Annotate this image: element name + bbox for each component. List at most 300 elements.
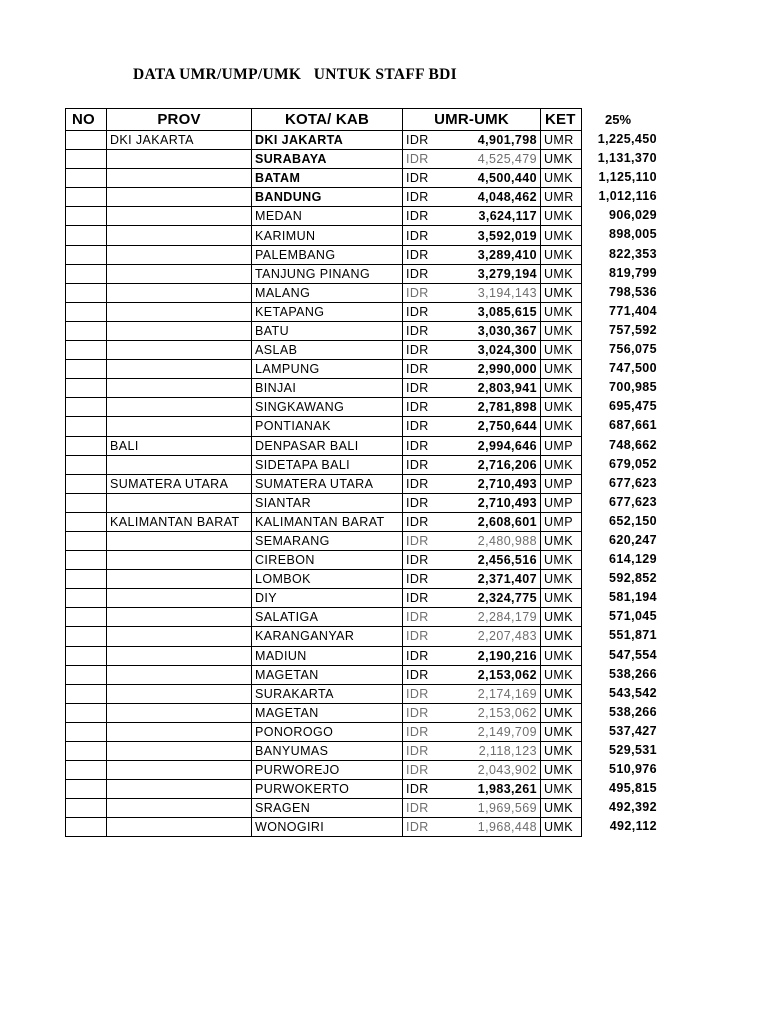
row-no-cell bbox=[66, 570, 107, 589]
amount-cell: 2,990,000 bbox=[437, 360, 541, 379]
row-no-cell bbox=[66, 226, 107, 245]
ket-cell: UMK bbox=[541, 417, 582, 436]
percent-value: 1,131,370 bbox=[597, 151, 657, 166]
table-row bbox=[66, 608, 582, 627]
percent-value: 677,623 bbox=[609, 475, 657, 490]
prov-cell bbox=[107, 665, 252, 684]
prov-cell bbox=[107, 722, 252, 741]
row-no-cell bbox=[66, 665, 107, 684]
prov-cell bbox=[107, 589, 252, 608]
currency-cell: IDR bbox=[403, 398, 437, 417]
wage-table bbox=[65, 108, 582, 837]
percent-value: 581,194 bbox=[609, 590, 657, 605]
percent-value: 695,475 bbox=[609, 399, 657, 414]
row-no-cell bbox=[66, 398, 107, 417]
percent-value: 747,500 bbox=[609, 361, 657, 376]
prov-cell bbox=[107, 551, 252, 570]
table-row bbox=[66, 551, 582, 570]
kota-cell: PURWOREJO bbox=[252, 761, 403, 780]
percent-value: 898,005 bbox=[609, 227, 657, 242]
currency-cell: IDR bbox=[403, 207, 437, 226]
kota-cell: BANDUNG bbox=[252, 188, 403, 207]
currency-cell: IDR bbox=[403, 302, 437, 321]
currency-cell: IDR bbox=[403, 551, 437, 570]
ket-cell: UMK bbox=[541, 780, 582, 799]
kota-cell: MAGETAN bbox=[252, 703, 403, 722]
percent-value: 620,247 bbox=[609, 532, 657, 547]
table-row bbox=[66, 512, 582, 531]
ket-cell: UMK bbox=[541, 799, 582, 818]
ket-cell: UMK bbox=[541, 665, 582, 684]
ket-cell: UMK bbox=[541, 570, 582, 589]
row-no-cell bbox=[66, 551, 107, 570]
table-row bbox=[66, 417, 582, 436]
row-no-cell bbox=[66, 742, 107, 761]
amount-cell: 2,710,493 bbox=[437, 474, 541, 493]
prov-cell bbox=[107, 684, 252, 703]
ket-cell: UMK bbox=[541, 264, 582, 283]
percent-value: 756,075 bbox=[609, 342, 657, 357]
prov-cell bbox=[107, 398, 252, 417]
currency-cell: IDR bbox=[403, 780, 437, 799]
prov-cell bbox=[107, 570, 252, 589]
table-row bbox=[66, 150, 582, 169]
table-row bbox=[66, 436, 582, 455]
kota-cell: SURAKARTA bbox=[252, 684, 403, 703]
currency-cell: IDR bbox=[403, 493, 437, 512]
currency-cell: IDR bbox=[403, 742, 437, 761]
amount-cell: 2,994,646 bbox=[437, 436, 541, 455]
kota-cell: MADIUN bbox=[252, 646, 403, 665]
prov-cell bbox=[107, 341, 252, 360]
kota-cell: SIANTAR bbox=[252, 493, 403, 512]
ket-cell: UMK bbox=[541, 703, 582, 722]
kota-cell: ASLAB bbox=[252, 341, 403, 360]
kota-cell: LAMPUNG bbox=[252, 360, 403, 379]
table-row bbox=[66, 589, 582, 608]
percent-values bbox=[577, 130, 657, 836]
row-no-cell bbox=[66, 684, 107, 703]
row-no-cell bbox=[66, 131, 107, 150]
prov-cell: DKI JAKARTA bbox=[107, 131, 252, 150]
currency-cell: IDR bbox=[403, 226, 437, 245]
row-no-cell bbox=[66, 455, 107, 474]
row-no-cell bbox=[66, 341, 107, 360]
table-row bbox=[66, 493, 582, 512]
prov-cell bbox=[107, 321, 252, 340]
row-no-cell bbox=[66, 761, 107, 780]
row-no-cell bbox=[66, 646, 107, 665]
ket-cell: UMK bbox=[541, 226, 582, 245]
amount-cell: 2,174,169 bbox=[437, 684, 541, 703]
prov-cell bbox=[107, 780, 252, 799]
currency-cell: IDR bbox=[403, 188, 437, 207]
percent-value: 1,225,450 bbox=[597, 132, 657, 146]
header-prov: PROV bbox=[107, 109, 252, 131]
table-row bbox=[66, 665, 582, 684]
ket-cell: UMK bbox=[541, 283, 582, 302]
currency-cell: IDR bbox=[403, 321, 437, 340]
kota-cell: SRAGEN bbox=[252, 799, 403, 818]
prov-cell bbox=[107, 818, 252, 837]
ket-cell: UMK bbox=[541, 321, 582, 340]
prov-cell bbox=[107, 627, 252, 646]
table-row bbox=[66, 245, 582, 264]
ket-cell: UMK bbox=[541, 589, 582, 608]
amount-cell: 2,716,206 bbox=[437, 455, 541, 474]
amount-cell: 4,525,479 bbox=[437, 150, 541, 169]
prov-cell bbox=[107, 360, 252, 379]
table-row bbox=[66, 207, 582, 226]
ket-cell: UMK bbox=[541, 341, 582, 360]
amount-cell: 1,969,569 bbox=[437, 799, 541, 818]
ket-cell: UMK bbox=[541, 608, 582, 627]
table-row bbox=[66, 818, 582, 837]
header-kota: KOTA/ KAB bbox=[252, 109, 403, 131]
kota-cell: SURABAYA bbox=[252, 150, 403, 169]
ket-cell: UMP bbox=[541, 512, 582, 531]
page-title: DATA UMR/UMP/UMK UNTUK STAFF BDI bbox=[133, 66, 457, 83]
percent-value: 492,392 bbox=[609, 800, 657, 815]
prov-cell bbox=[107, 417, 252, 436]
kota-cell: PURWOKERTO bbox=[252, 780, 403, 799]
amount-cell: 3,279,194 bbox=[437, 264, 541, 283]
row-no-cell bbox=[66, 207, 107, 226]
prov-cell bbox=[107, 608, 252, 627]
currency-cell: IDR bbox=[403, 417, 437, 436]
kota-cell: SUMATERA UTARA bbox=[252, 474, 403, 493]
percent-value: 822,353 bbox=[609, 246, 657, 261]
ket-cell: UMK bbox=[541, 207, 582, 226]
table-row bbox=[66, 531, 582, 550]
kota-cell: SINGKAWANG bbox=[252, 398, 403, 417]
table-row bbox=[66, 226, 582, 245]
currency-cell: IDR bbox=[403, 627, 437, 646]
row-no-cell bbox=[66, 264, 107, 283]
row-no-cell bbox=[66, 799, 107, 818]
percent-value: 495,815 bbox=[609, 781, 657, 796]
table-row bbox=[66, 780, 582, 799]
ket-cell: UMK bbox=[541, 722, 582, 741]
percent-value: 571,045 bbox=[609, 609, 657, 624]
currency-cell: IDR bbox=[403, 283, 437, 302]
amount-cell: 3,030,367 bbox=[437, 321, 541, 340]
amount-cell: 2,149,709 bbox=[437, 722, 541, 741]
prov-cell bbox=[107, 799, 252, 818]
table-row bbox=[66, 684, 582, 703]
amount-cell: 4,048,462 bbox=[437, 188, 541, 207]
amount-cell: 1,983,261 bbox=[437, 780, 541, 799]
kota-cell: PALEMBANG bbox=[252, 245, 403, 264]
row-no-cell bbox=[66, 474, 107, 493]
currency-cell: IDR bbox=[403, 665, 437, 684]
ket-cell: UMK bbox=[541, 551, 582, 570]
percent-value: 592,852 bbox=[609, 571, 657, 586]
ket-cell: UMK bbox=[541, 818, 582, 837]
percent-header: 25% bbox=[605, 112, 632, 127]
ket-cell: UMK bbox=[541, 169, 582, 188]
kota-cell: TANJUNG PINANG bbox=[252, 264, 403, 283]
table-row bbox=[66, 321, 582, 340]
amount-cell: 2,456,516 bbox=[437, 551, 541, 570]
table-row bbox=[66, 722, 582, 741]
row-no-cell bbox=[66, 379, 107, 398]
percent-value: 538,266 bbox=[609, 666, 657, 681]
currency-cell: IDR bbox=[403, 360, 437, 379]
amount-cell: 4,901,798 bbox=[437, 131, 541, 150]
row-no-cell bbox=[66, 436, 107, 455]
percent-value: 614,129 bbox=[609, 552, 657, 567]
percent-value: 700,985 bbox=[609, 380, 657, 395]
kota-cell: CIREBON bbox=[252, 551, 403, 570]
currency-cell: IDR bbox=[403, 379, 437, 398]
ket-cell: UMK bbox=[541, 627, 582, 646]
prov-cell bbox=[107, 245, 252, 264]
ket-cell: UMK bbox=[541, 302, 582, 321]
currency-cell: IDR bbox=[403, 169, 437, 188]
table-row bbox=[66, 570, 582, 589]
row-no-cell bbox=[66, 417, 107, 436]
kota-cell: KARIMUN bbox=[252, 226, 403, 245]
amount-cell: 4,500,440 bbox=[437, 169, 541, 188]
prov-cell bbox=[107, 226, 252, 245]
currency-cell: IDR bbox=[403, 608, 437, 627]
percent-value: 819,799 bbox=[609, 265, 657, 280]
prov-cell: BALI bbox=[107, 436, 252, 455]
prov-cell bbox=[107, 742, 252, 761]
amount-cell: 2,371,407 bbox=[437, 570, 541, 589]
percent-value: 906,029 bbox=[609, 208, 657, 223]
table-row bbox=[66, 379, 582, 398]
currency-cell: IDR bbox=[403, 436, 437, 455]
amount-cell: 2,803,941 bbox=[437, 379, 541, 398]
row-no-cell bbox=[66, 302, 107, 321]
percent-value: 543,542 bbox=[609, 685, 657, 700]
percent-value: 798,536 bbox=[609, 284, 657, 299]
prov-cell bbox=[107, 283, 252, 302]
currency-cell: IDR bbox=[403, 684, 437, 703]
currency-cell: IDR bbox=[403, 512, 437, 531]
ket-cell: UMK bbox=[541, 245, 582, 264]
table-row bbox=[66, 398, 582, 417]
kota-cell: WONOGIRI bbox=[252, 818, 403, 837]
percent-value: 529,531 bbox=[609, 743, 657, 757]
amount-cell: 2,750,644 bbox=[437, 417, 541, 436]
header-no: NO bbox=[66, 109, 107, 131]
row-no-cell bbox=[66, 169, 107, 188]
amount-cell: 2,480,988 bbox=[437, 531, 541, 550]
row-no-cell bbox=[66, 818, 107, 837]
table-row bbox=[66, 188, 582, 207]
prov-cell bbox=[107, 703, 252, 722]
kota-cell: MEDAN bbox=[252, 207, 403, 226]
ket-cell: UMK bbox=[541, 684, 582, 703]
row-no-cell bbox=[66, 360, 107, 379]
table-row bbox=[66, 799, 582, 818]
kota-cell: DENPASAR BALI bbox=[252, 436, 403, 455]
amount-cell: 3,624,117 bbox=[437, 207, 541, 226]
currency-cell: IDR bbox=[403, 722, 437, 741]
amount-cell: 1,968,448 bbox=[437, 818, 541, 837]
percent-value: 748,662 bbox=[609, 437, 657, 452]
table-row bbox=[66, 283, 582, 302]
kota-cell: MAGETAN bbox=[252, 665, 403, 684]
ket-cell: UMK bbox=[541, 455, 582, 474]
amount-cell: 2,284,179 bbox=[437, 608, 541, 627]
kota-cell: PONOROGO bbox=[252, 722, 403, 741]
ket-cell: UMR bbox=[541, 188, 582, 207]
table-row bbox=[66, 455, 582, 474]
kota-cell: KALIMANTAN BARAT bbox=[252, 512, 403, 531]
table-row bbox=[66, 703, 582, 722]
ket-cell: UMK bbox=[541, 398, 582, 417]
table-row bbox=[66, 131, 582, 150]
prov-cell bbox=[107, 302, 252, 321]
table-row bbox=[66, 761, 582, 780]
prov-cell bbox=[107, 646, 252, 665]
percent-value: 679,052 bbox=[609, 456, 657, 471]
currency-cell: IDR bbox=[403, 646, 437, 665]
table-row bbox=[66, 264, 582, 283]
ket-cell: UMK bbox=[541, 646, 582, 665]
row-no-cell bbox=[66, 627, 107, 646]
currency-cell: IDR bbox=[403, 264, 437, 283]
header-ket: KET bbox=[541, 109, 582, 131]
percent-value: 537,427 bbox=[609, 723, 657, 738]
prov-cell bbox=[107, 761, 252, 780]
table-row bbox=[66, 360, 582, 379]
prov-cell bbox=[107, 531, 252, 550]
currency-cell: IDR bbox=[403, 245, 437, 264]
amount-cell: 2,153,062 bbox=[437, 703, 541, 722]
percent-value: 547,554 bbox=[609, 647, 657, 662]
currency-cell: IDR bbox=[403, 131, 437, 150]
row-no-cell bbox=[66, 589, 107, 608]
ket-cell: UMP bbox=[541, 474, 582, 493]
currency-cell: IDR bbox=[403, 589, 437, 608]
percent-column bbox=[577, 108, 657, 836]
amount-cell: 2,608,601 bbox=[437, 512, 541, 531]
row-no-cell bbox=[66, 188, 107, 207]
kota-cell: SEMARANG bbox=[252, 531, 403, 550]
currency-cell: IDR bbox=[403, 799, 437, 818]
amount-cell: 3,085,615 bbox=[437, 302, 541, 321]
row-no-cell bbox=[66, 531, 107, 550]
kota-cell: DIY bbox=[252, 589, 403, 608]
kota-cell: BATAM bbox=[252, 169, 403, 188]
kota-cell: MALANG bbox=[252, 283, 403, 302]
currency-cell: IDR bbox=[403, 474, 437, 493]
row-no-cell bbox=[66, 512, 107, 531]
ket-cell: UMK bbox=[541, 742, 582, 761]
row-no-cell bbox=[66, 722, 107, 741]
percent-value: 551,871 bbox=[609, 628, 657, 643]
amount-cell: 2,781,898 bbox=[437, 398, 541, 417]
ket-cell: UMP bbox=[541, 436, 582, 455]
amount-cell: 3,194,143 bbox=[437, 283, 541, 302]
row-no-cell bbox=[66, 608, 107, 627]
row-no-cell bbox=[66, 283, 107, 302]
kota-cell: LOMBOK bbox=[252, 570, 403, 589]
amount-cell: 2,190,216 bbox=[437, 646, 541, 665]
kota-cell: KETAPANG bbox=[252, 302, 403, 321]
prov-cell bbox=[107, 207, 252, 226]
currency-cell: IDR bbox=[403, 703, 437, 722]
row-no-cell bbox=[66, 245, 107, 264]
ket-cell: UMK bbox=[541, 150, 582, 169]
prov-cell bbox=[107, 150, 252, 169]
kota-cell: SIDETAPA BALI bbox=[252, 455, 403, 474]
row-no-cell bbox=[66, 780, 107, 799]
currency-cell: IDR bbox=[403, 818, 437, 837]
table-body bbox=[66, 131, 582, 837]
kota-cell: DKI JAKARTA bbox=[252, 131, 403, 150]
amount-cell: 3,289,410 bbox=[437, 245, 541, 264]
percent-value: 492,112 bbox=[609, 819, 657, 834]
percent-value: 1,012,116 bbox=[598, 189, 657, 204]
kota-cell: KARANGANYAR bbox=[252, 627, 403, 646]
table-row bbox=[66, 742, 582, 761]
kota-cell: BANYUMAS bbox=[252, 742, 403, 761]
percent-value: 652,150 bbox=[609, 513, 657, 528]
table-row bbox=[66, 302, 582, 321]
row-no-cell bbox=[66, 703, 107, 722]
prov-cell bbox=[107, 188, 252, 207]
prov-cell bbox=[107, 493, 252, 512]
table-row bbox=[66, 169, 582, 188]
percent-value: 757,592 bbox=[609, 322, 657, 337]
percent-value: 510,976 bbox=[609, 762, 657, 777]
prov-cell bbox=[107, 264, 252, 283]
ket-cell: UMP bbox=[541, 493, 582, 512]
ket-cell: UMK bbox=[541, 360, 582, 379]
currency-cell: IDR bbox=[403, 455, 437, 474]
currency-cell: IDR bbox=[403, 341, 437, 360]
header-umr-umk: UMR-UMK bbox=[403, 109, 541, 131]
kota-cell: BATU bbox=[252, 321, 403, 340]
table-row bbox=[66, 627, 582, 646]
prov-cell bbox=[107, 169, 252, 188]
currency-cell: IDR bbox=[403, 150, 437, 169]
table-header-row bbox=[66, 109, 582, 131]
percent-value: 771,404 bbox=[609, 303, 657, 318]
ket-cell: UMK bbox=[541, 379, 582, 398]
ket-cell: UMK bbox=[541, 761, 582, 780]
amount-cell: 2,324,775 bbox=[437, 589, 541, 608]
amount-cell: 3,024,300 bbox=[437, 341, 541, 360]
amount-cell: 2,207,483 bbox=[437, 627, 541, 646]
amount-cell: 2,043,902 bbox=[437, 761, 541, 780]
table-row bbox=[66, 474, 582, 493]
prov-cell: SUMATERA UTARA bbox=[107, 474, 252, 493]
amount-cell: 3,592,019 bbox=[437, 226, 541, 245]
row-no-cell bbox=[66, 321, 107, 340]
amount-cell: 2,710,493 bbox=[437, 493, 541, 512]
kota-cell: BINJAI bbox=[252, 379, 403, 398]
row-no-cell bbox=[66, 493, 107, 512]
amount-cell: 2,153,062 bbox=[437, 665, 541, 684]
percent-value: 677,623 bbox=[609, 494, 657, 509]
table-row bbox=[66, 646, 582, 665]
prov-cell bbox=[107, 379, 252, 398]
currency-cell: IDR bbox=[403, 570, 437, 589]
percent-value: 1,125,110 bbox=[598, 170, 657, 185]
amount-cell: 2,118,123 bbox=[437, 742, 541, 761]
prov-cell bbox=[107, 455, 252, 474]
kota-cell: SALATIGA bbox=[252, 608, 403, 627]
percent-value: 538,266 bbox=[609, 704, 657, 719]
row-no-cell bbox=[66, 150, 107, 169]
